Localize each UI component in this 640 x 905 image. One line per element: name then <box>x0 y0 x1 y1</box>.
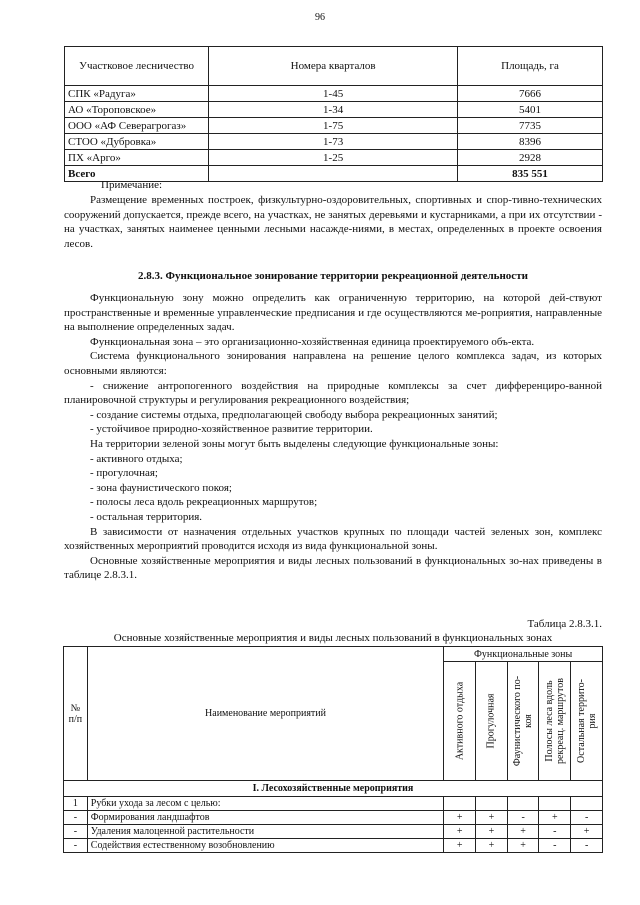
zone-value <box>476 797 508 811</box>
header-measure-name: Наименование мероприятий <box>87 647 444 781</box>
zone-value: - <box>571 839 603 853</box>
page-number: 96 <box>315 12 325 23</box>
zone-value <box>539 797 571 811</box>
task-item: - создание системы отдыха, предполагающей свободу выбора рекреационных занятий; <box>90 408 498 421</box>
zone-item: - прогулочная; <box>90 467 158 480</box>
zone-label: Полосы леса вдоль рекреац. маршрутов <box>543 678 566 764</box>
table-header-row <box>64 647 603 662</box>
forestry-name: АО «Тороповское» <box>65 102 209 118</box>
zone-value: + <box>507 825 539 839</box>
zone-label: Прогулочная <box>485 693 497 749</box>
row-number: - <box>64 839 88 853</box>
section-heading: 2.8.3. Функциональное зонирование территории рекреационной деятельности <box>138 270 528 282</box>
quarters: 1-75 <box>209 118 458 134</box>
header-area: Площадь, га <box>458 47 603 86</box>
area: 7735 <box>458 118 603 134</box>
quarters: 1-34 <box>209 102 458 118</box>
task-item: - снижение антропогенного воздействия на природные комплексы за счет дифференциро-ванной планировочной структуры и регулирования рекреационного воздействия; <box>64 379 602 407</box>
forestry-name: ООО «АФ Северагрогаз» <box>65 118 209 134</box>
forestry-name: СПК «Радуга» <box>65 86 209 102</box>
table-row <box>65 118 603 134</box>
table-row <box>64 839 603 853</box>
header-zone-strips <box>539 662 571 781</box>
zones-intro: На территории зеленой зоны могут быть выделены следующие функциональные зоны: <box>90 437 499 450</box>
header-quarters: Номера кварталов <box>209 47 458 86</box>
zone-value: - <box>539 839 571 853</box>
forestry-name: ПХ «Арго» <box>65 150 209 166</box>
zone-value: + <box>539 811 571 825</box>
table-row <box>65 150 603 166</box>
header-zone-fauna <box>507 662 539 781</box>
paragraph: Функциональная зона – это организационно-хозяйственная единица проектируемого объ-екта. <box>90 335 535 348</box>
measure-name: Формирования ландшафтов <box>87 811 444 825</box>
section-row <box>64 781 603 797</box>
zone-value: + <box>476 811 508 825</box>
area: 2928 <box>458 150 603 166</box>
table-caption: Таблица 2.8.3.1. <box>527 618 602 630</box>
zone-value: - <box>571 811 603 825</box>
zone-value: + <box>444 839 476 853</box>
header-number: № п/п <box>64 647 88 781</box>
quarters: 1-45 <box>209 86 458 102</box>
zone-label: Фаунистического по- коя <box>512 675 535 767</box>
measure-name: Удаления малоценной растительности <box>87 825 444 839</box>
zone-item: - зона фаунистического покоя; <box>90 481 232 494</box>
table-row <box>65 134 603 150</box>
header-zone-walking <box>476 662 508 781</box>
measure-name: Содействия естественному возобновлению <box>87 839 444 853</box>
header-forestry: Участковое лесничество <box>65 47 209 86</box>
zone-item: - остальная территория. <box>90 510 203 523</box>
row-number: - <box>64 811 88 825</box>
note-label: Примечание: <box>101 179 163 191</box>
paragraph: В зависимости от назначения отдельных участков крупных по площади частей зеленых зон, комплекс хозяйственных мероприятий проводится исходя из вида функциональной зоны. <box>64 525 602 553</box>
section-label: I. Лесохозяйственные мероприятия <box>64 781 603 797</box>
row-number: 1 <box>64 797 88 811</box>
table-row <box>65 102 603 118</box>
measure-name: Рубки ухода за лесом с целью: <box>87 797 444 811</box>
area: 7666 <box>458 86 603 102</box>
total-area: 835 551 <box>458 166 603 182</box>
zone-item: - активного отдыха; <box>90 452 183 465</box>
measures-table <box>63 646 603 853</box>
forestry-area-table <box>64 46 603 182</box>
zone-value <box>571 797 603 811</box>
zone-value: + <box>444 825 476 839</box>
zone-label: Остальная террито- рия <box>575 679 598 763</box>
table-header-row <box>65 47 603 86</box>
note-body: Размещение временных построек, физкультурно-оздоровительных, спортивных и спор-тивно-технических сооружений допускается, прежде всего, на участках, не занятых деревьями и кустарниками, а при их отсутствии - на участках, занятых наименее ценными лесными насажде-ниями, в местах, определенных в проекте освоения лесов. <box>64 194 602 250</box>
zone-label: Активного отдыха <box>454 681 466 761</box>
paragraph: Основные хозяйственные мероприятия и виды лесных пользований в функциональных зо-нах приведены в таблице 2.8.3.1. <box>64 554 602 582</box>
zone-value: + <box>444 811 476 825</box>
quarters: 1-73 <box>209 134 458 150</box>
zone-value: - <box>539 825 571 839</box>
area: 8396 <box>458 134 603 150</box>
paragraph: Система функционального зонирования направлена на решение целого комплекса задач, из которых основными являются: <box>64 350 602 377</box>
table-row <box>64 825 603 839</box>
zone-value: - <box>507 811 539 825</box>
zone-value: + <box>476 839 508 853</box>
area: 5401 <box>458 102 603 118</box>
zone-value: + <box>507 839 539 853</box>
zone-value: + <box>476 825 508 839</box>
table-title: Основные хозяйственные мероприятия и виды лесных пользований в функциональных зонах <box>113 632 553 644</box>
table-row <box>64 811 603 825</box>
table-row <box>65 86 603 102</box>
task-item: - устойчивое природно-хозяйственное развитие территории. <box>90 423 373 436</box>
zone-value <box>444 797 476 811</box>
header-zone-other <box>571 662 603 781</box>
quarters: 1-25 <box>209 150 458 166</box>
zone-item: - полосы леса вдоль рекреационных маршрутов; <box>90 496 318 509</box>
forestry-name: СТОО «Дубровка» <box>65 134 209 150</box>
body-text <box>64 291 602 583</box>
zone-value: + <box>571 825 603 839</box>
row-number: - <box>64 825 88 839</box>
header-zone-active <box>444 662 476 781</box>
paragraph: Функциональную зону можно определить как ограниченную территорию, на которой дей-ствуют пространственные и временные управленческие предписания и где осуществляются ме-роприятия, направленные на выполнение определенных задач. <box>64 292 602 334</box>
zone-value <box>507 797 539 811</box>
table-row <box>64 797 603 811</box>
header-functional-zones: Функциональные зоны <box>444 647 603 662</box>
total-label: Всего <box>65 166 209 182</box>
